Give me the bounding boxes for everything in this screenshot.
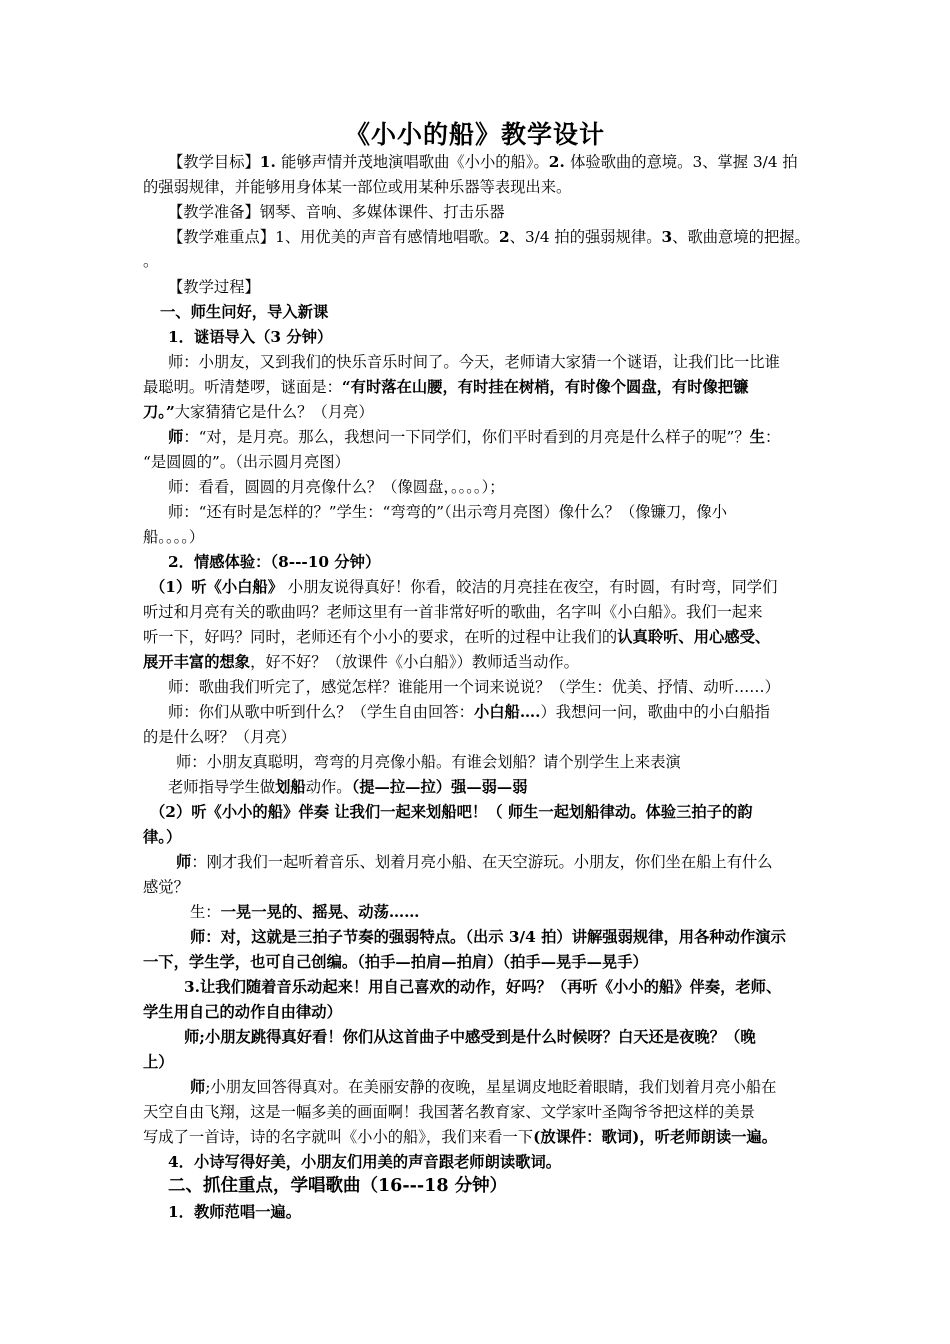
step-1-1-heading: 1．谜语导入（3 分钟） bbox=[168, 328, 333, 346]
moon-line-2: “是圆圆的”。（出示圆月亮图） bbox=[143, 453, 350, 471]
key-points-line-2: 。 bbox=[143, 252, 159, 270]
play-line-1: 师：刚才我们一起听着音乐、划着月亮小船、在天空游玩。小朋友，你们坐在船上有什么 bbox=[176, 853, 773, 871]
listen-line-3: 听一下，好吗？同时，老师还有个小小的要求，在听的过程中让我们的认真聆听、用心感受、 bbox=[143, 628, 771, 646]
hear-line-1: 师：你们从歌中听到什么？（学生自由回答：小白船….）我想问一问，歌曲中的小白船指 bbox=[168, 703, 770, 721]
key-points-line-1: 【教学难重点】1、用优美的声音有感情地唱歌。2、3/4 拍的强弱规律。3、歌曲意境的把握。 bbox=[168, 228, 810, 246]
step-1-2-heading: 2．情感体验：（8---10 分钟） bbox=[168, 553, 381, 571]
objectives-line-2: 的强弱规律，并能够用身体某一部位或用某种乐器等表现出来。 bbox=[143, 178, 572, 196]
triple-line-1: 师：对，这就是三拍子节奏的强弱特点。（出示 3/4 拍）讲解强弱规律，用各种动作演示 bbox=[190, 928, 786, 946]
student-line: 生：一晃一晃的、摇晃、动荡…… bbox=[190, 903, 420, 921]
moon-line-1: 师：“对，是月亮。那么，我想问一下同学们，你们平时看到的月亮是什么样子的呢”？生： bbox=[168, 428, 781, 446]
riddle-line-2: 最聪明。听清楚啰，谜面是：“有时落在山腰，有时挂在树梢，有时像个圆盘，有时像把镰 bbox=[143, 378, 749, 396]
row-line-2: 律。） bbox=[143, 828, 182, 846]
step-2-1-line: 1．教师范唱一遍。 bbox=[168, 1203, 302, 1221]
listen-line-1: （1）听《小白船》 小朋友说得真好！你看，皎洁的月亮挂在夜空，有时圆，有时弯，同学们 bbox=[150, 578, 778, 596]
feel-line: 师：歌曲我们听完了，感觉怎样？谁能用一个词来说说？（学生：优美、抒情、动听……） bbox=[168, 678, 780, 696]
step-1-4-line: 4．小诗写得好美，小朋友们用美的声音跟老师朗读歌词。 bbox=[168, 1153, 562, 1171]
poem-line-1: 师;小朋友回答得真对。在美丽安静的夜晚，星星调皮地眨着眼睛，我们划着月亮小船在 bbox=[190, 1078, 777, 1096]
process-heading: 【教学过程】 bbox=[168, 278, 260, 296]
section-1-heading: 一、师生问好，导入新课 bbox=[160, 303, 329, 321]
listen-line-4: 展开丰富的想象，好不好？（放课件《小白船》）教师适当动作。 bbox=[143, 653, 579, 671]
move-line-2: 学生用自己的动作自由律动） bbox=[143, 1003, 342, 1021]
document-title: 《小小的船》教学设计 bbox=[344, 120, 605, 149]
move-line-1: 3.让我们随着音乐动起来！用自己喜欢的动作，好吗？（再听《小小的船》伴奏，老师、 bbox=[184, 978, 782, 996]
guide-line: 老师指导学生做划船动作。（提—拉—拉）强—弱—弱 bbox=[168, 778, 528, 796]
poem-line-2: 天空自由飞翔，这是一幅多美的画面啊！我国著名教育家、文学家叶圣陶爷爷把这样的美景 bbox=[143, 1103, 755, 1121]
row-line-1: （2）听《小小的船》伴奏 让我们一起来划船吧！（ 师生一起划船律动。体验三拍子的韵 bbox=[150, 803, 753, 821]
poem-line-3: 写成了一首诗，诗的名字就叫《小小的船》，我们来看一下(放课件：歌词)，听老师朗读一遍。 bbox=[143, 1128, 778, 1146]
triple-line-2: 一下，学生学，也可自己创编。（拍手—拍肩—拍肩）（拍手—晃手—晃手） bbox=[143, 953, 648, 971]
riddle-line-3: 刀。”大家猜猜它是什么？（月亮） bbox=[143, 403, 374, 421]
section-2-heading: 二、抓住重点，学唱歌曲（16---18 分钟） bbox=[168, 1176, 508, 1196]
play-line-2: 感觉？ bbox=[143, 878, 189, 896]
moon-line-4: 师：“还有时是怎样的？”学生：“弯弯的”（出示弯月亮图）像什么？（像镰刀，像小 bbox=[168, 503, 728, 521]
hear-line-2: 的是什么呀？（月亮） bbox=[143, 728, 296, 746]
dance-line-2: 上） bbox=[143, 1053, 174, 1071]
riddle-line-1: 师：小朋友，又到我们的快乐音乐时间了。今天，老师请大家猜一个谜语，让我们比一比谁 bbox=[168, 353, 780, 371]
listen-line-2: 听过和月亮有关的歌曲吗？老师这里有一首非常好听的歌曲，名字叫《小白船》。我们一起来 bbox=[143, 603, 763, 621]
moon-line-3: 师：看看，圆圆的月亮像什么？（像圆盘，。。。。）； bbox=[168, 478, 505, 496]
moon-line-5: 船。。。。） bbox=[143, 528, 205, 546]
dance-line-1: 师;小朋友跳得真好看！你们从这首曲子中感受到是什么时候呀？白天还是夜晚？（晚 bbox=[184, 1028, 756, 1046]
smart-line: 师：小朋友真聪明，弯弯的月亮像小船。有谁会划船？请个别学生上来表演 bbox=[176, 753, 681, 771]
objectives-line-1: 【教学目标】1. 能够声情并茂地演唱歌曲《小小的船》。2. 体验歌曲的意境。3、掌握 3/4 拍 bbox=[168, 153, 798, 171]
preparation-line: 【教学准备】钢琴、音响、多媒体课件、打击乐器 bbox=[168, 203, 505, 221]
